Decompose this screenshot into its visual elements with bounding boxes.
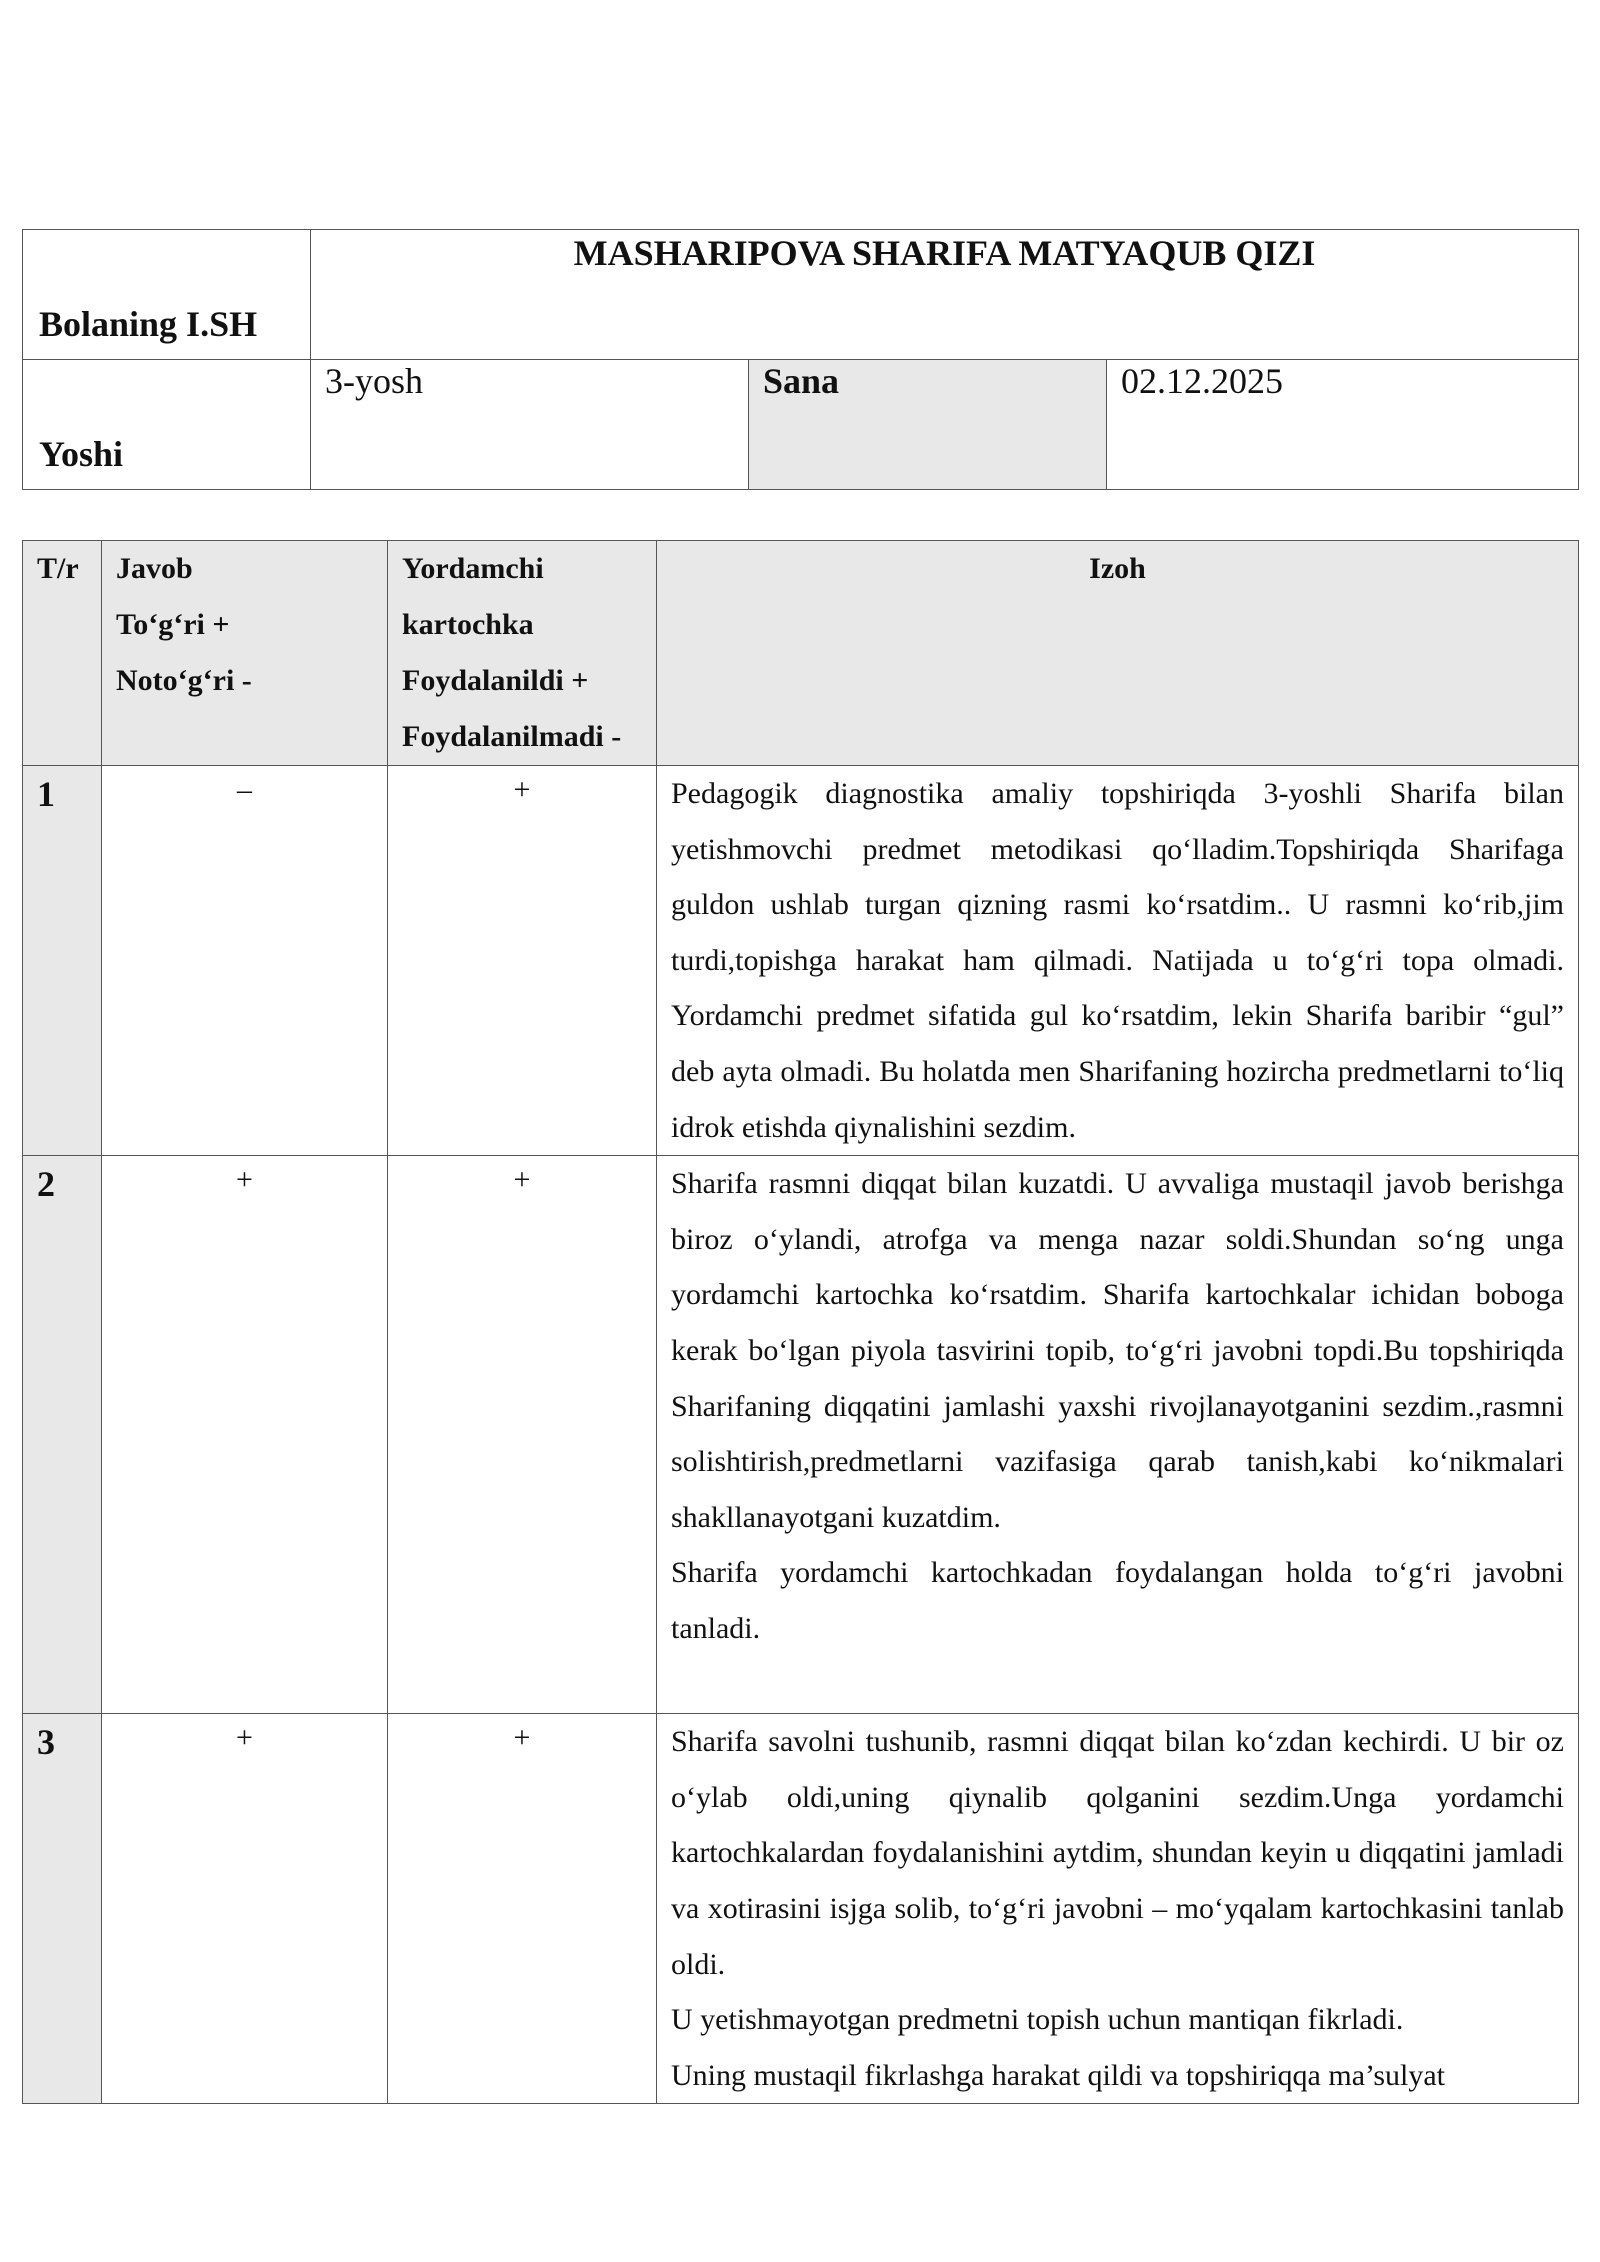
note-cell (657, 1714, 1579, 2104)
note-paragraph: Pedagogik diagnostika amaliy topshiriqda 3-yoshli Sharifa bilan yetishmovchi predmet metodikasi qo‘lladim.Topshiriqda Sharifaga guldon ushlab turgan qizning rasmi ko‘rsatdim.. U rasmni ko‘rib,jim turdi,topishga harakat ham qilmadi. Natijada u to‘g‘ri topa olmadi. Yordamchi predmet sifatida gul ko‘rsatdim, lekin Sharifa baribir “gul” deb ayta olmadi. Bu holatda men Sharifaning hozircha predmetlarni to‘liq idrok etishda qiynalishini sezdim. (671, 777, 1564, 1144)
header-answer-line: To‘g‘ri + (116, 608, 230, 641)
card-mark: + (388, 1156, 657, 1714)
card-mark: + (388, 1714, 657, 2104)
note-paragraph: Sharifa savolni tushunib, rasmni diqqat bilan ko‘zdan kechirdi. U bir oz o‘ylab oldi,uning qiynalib qolganini sezdim.Unga yordamchi kartochkalardan foydalanishini aytdim, shundan keyin u diqqatini jamladi va xotirasini isjga solib, to‘g‘ri javobni – mo‘yqalam kartochkasini tanlab oldi. (671, 1725, 1564, 1981)
answer-mark: + (102, 1714, 388, 2104)
note-paragraph: U yetishmayotgan predmetni topish uchun mantiqan fikrladi. (671, 2003, 1404, 2037)
table-row (23, 1714, 1579, 2104)
header-card-line: Yordamchi (402, 552, 544, 585)
header-card (388, 541, 657, 766)
note-paragraph: Uning mustaqil fikrlashga harakat qildi va topshiriqqa ma’sulyat (671, 2058, 1446, 2092)
note-paragraph: Sharifa yordamchi kartochkadan foydalangan holda to‘g‘ri javobni tanladi. (671, 1556, 1564, 1645)
note-paragraph: Sharifa rasmni diqqat bilan kuzatdi. U avvaliga mustaqil javob berishga biroz o‘ylandi, atrofga va menga nazar soldi.Shundan so‘ng unga yordamchi kartochka ko‘rsatdim. Sharifa kartochkalar ichidan boboga kerak bo‘lgan piyola tasvirini topib, to‘g‘ri javobni topdi.Bu topshiriqda Sharifaning diqqatini jamlashi yaxshi rivojlanayotganini sezdim.,rasmni solishtirish,predmetlarni vazifasiga qarab tanish,kabi ko‘nikmalari shakllanayotgani kuzatdim. (671, 1167, 1564, 1534)
header-answer-line: Noto‘g‘ri - (116, 664, 252, 697)
table-row (23, 766, 1579, 1156)
table-row (23, 1156, 1579, 1714)
card-mark: + (388, 766, 657, 1156)
header-answer-line: Javob (116, 552, 193, 585)
row-number: 3 (23, 1714, 102, 2104)
row-number: 1 (23, 766, 102, 1156)
name-row (23, 230, 1579, 360)
diagnostic-table (22, 540, 1579, 2104)
child-info-table (22, 229, 1579, 490)
answer-mark: – (102, 766, 388, 1156)
row-number: 2 (23, 1156, 102, 1714)
age-value: 3-yosh (311, 360, 749, 490)
answer-mark: + (102, 1156, 388, 1714)
header-card-line: kartochka (402, 608, 534, 641)
child-name: MASHARIPOVA SHARIFA MATYAQUB QIZI (311, 230, 1579, 360)
date-value: 02.12.2025 (1107, 360, 1579, 490)
note-cell (657, 766, 1579, 1156)
header-num: T/r (23, 541, 102, 766)
age-date-row (23, 360, 1579, 490)
age-label: Yoshi (23, 360, 311, 490)
header-card-line: Foydalanildi + (402, 664, 589, 697)
date-label: Sana (749, 360, 1107, 490)
header-row (23, 541, 1579, 766)
header-answer (102, 541, 388, 766)
name-label: Bolaning I.SH (23, 230, 311, 360)
header-card-line: Foydalanilmadi - (402, 720, 622, 753)
note-cell (657, 1156, 1579, 1714)
header-note: Izoh (657, 541, 1579, 766)
